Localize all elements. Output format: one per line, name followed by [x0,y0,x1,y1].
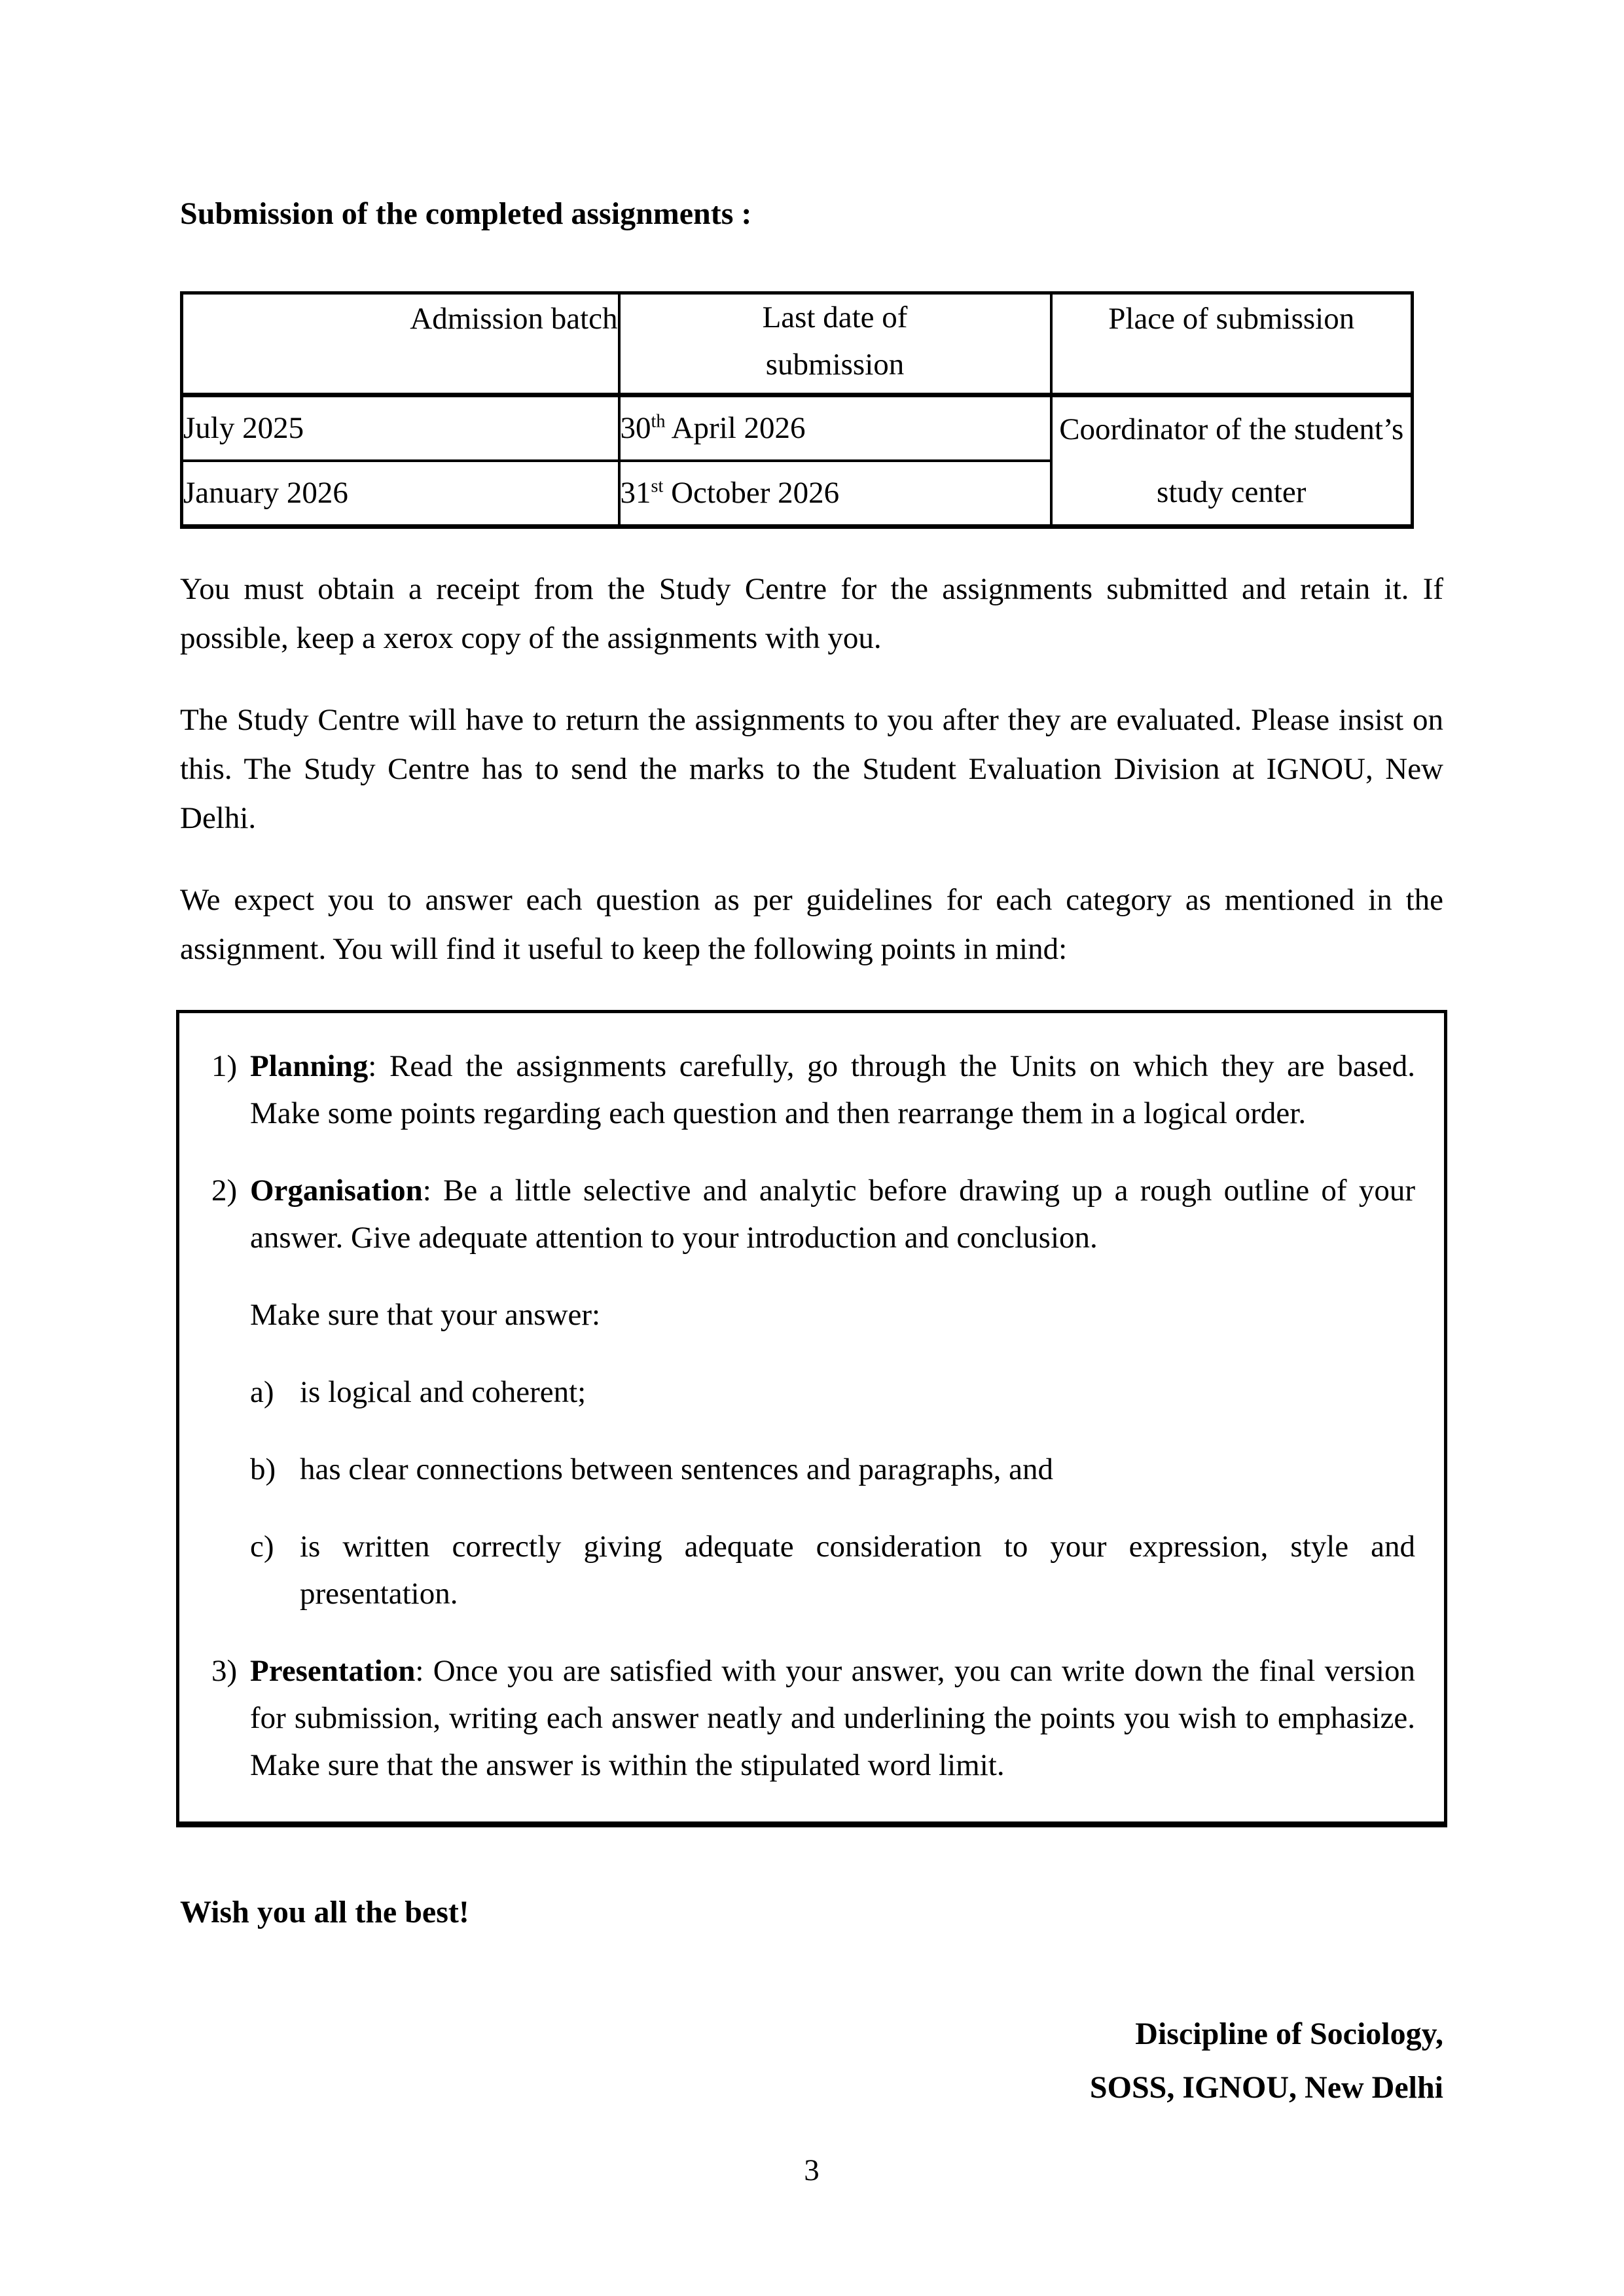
paragraph-receipt: You must obtain a receipt from the Study Centre for the assignments submitted and retain it. If possible, keep a xerox copy of the assignments with you. [180,572,1443,655]
date-day: 31 [620,476,651,510]
date-ordinal: st [651,476,664,497]
sub-item-letter: a) [250,1375,274,1409]
make-sure-note: Make sure that your answer: [250,1298,601,1332]
table-cell-batch-january: January 2026 [182,461,619,527]
table-cell-date-july [619,395,1051,461]
list-item-organisation [211,1167,1415,1617]
list-item-title: Organisation [250,1174,423,1208]
section-heading: Submission of the completed assignments : [180,196,752,231]
date-day: 30 [620,411,651,445]
table-cell-date-january [619,461,1051,527]
list-item-number: 3) [211,1654,238,1688]
paragraph-return: The Study Centre will have to return the assignments to you after they are evaluated. Please insist on this. The Study Centre has to send the marks to the Student Evaluation Division at IGNOU, New Delhi. [180,703,1443,835]
list-item-presentation [211,1647,1415,1789]
table-cell-batch-july: July 2025 [182,395,619,461]
table-cell-place-of-submission: Coordinator of the student’s study center [1059,412,1404,509]
table-header-place: Place of submission [1051,293,1413,395]
sub-item-text: is logical and coherent; [300,1375,586,1409]
sub-item-letter: b) [250,1452,276,1486]
date-ordinal: th [651,411,666,432]
list-item-planning [211,1043,1415,1137]
sub-item-c [250,1523,1415,1617]
list-item-title: Presentation [250,1654,416,1688]
table-header-last-date-line2: submission [765,348,905,382]
closing-message: Wish you all the best! [180,1895,469,1929]
page-number: 3 [804,2153,820,2187]
sub-item-text: has clear connections between sentences and paragraphs, and [300,1452,1053,1486]
list-item-text: Presentation: Once you are satisfied with your answer, you can write down the final version for submission, writing each answer neatly and underlining the points you wish to emphasize. Make sure that the answer is within the stipulated word limit. [250,1654,1415,1782]
signoff-block [180,2007,1443,2115]
paragraph-guidelines-intro: We expect you to answer each question as per guidelines for each category as mentioned in the assignment. You will find it useful to keep the following points in mind: [180,883,1443,966]
table-header-row [182,293,1413,395]
document-page [180,0,1443,2190]
signoff-line-2: SOSS, IGNOU, New Delhi [1089,2070,1443,2105]
list-item-number: 1) [211,1049,238,1083]
table-header-last-date [619,293,1051,395]
list-item-text: Organisation: Be a little selective and analytic before drawing up a rough outline of your answer. Give adequate attention to your introduction and conclusion. [250,1174,1415,1255]
date-rest: April 2026 [665,411,806,445]
sub-item-text: is written correctly giving adequate consideration to your expression, style and presentation. [300,1530,1415,1611]
table-header-last-date-line1: Last date of [762,300,908,334]
list-item-text: Planning: Read the assignments carefully, go through the Units on which they are based. Make some points regarding each question and then rearrange them in a logical order. [250,1049,1415,1130]
list-item-number: 2) [211,1174,238,1208]
signoff-line-1: Discipline of Sociology, [1135,2017,1443,2051]
sub-item-letter: c) [250,1530,274,1564]
sub-item-b [250,1446,1415,1493]
submission-table [180,291,1414,529]
sub-item-a [250,1369,1415,1416]
guidelines-box [176,1010,1447,1827]
table-header-admission-batch: Admission batch [182,293,619,395]
date-rest: October 2026 [663,476,840,510]
table-row-july [182,395,1413,461]
list-item-title: Planning [250,1049,369,1083]
